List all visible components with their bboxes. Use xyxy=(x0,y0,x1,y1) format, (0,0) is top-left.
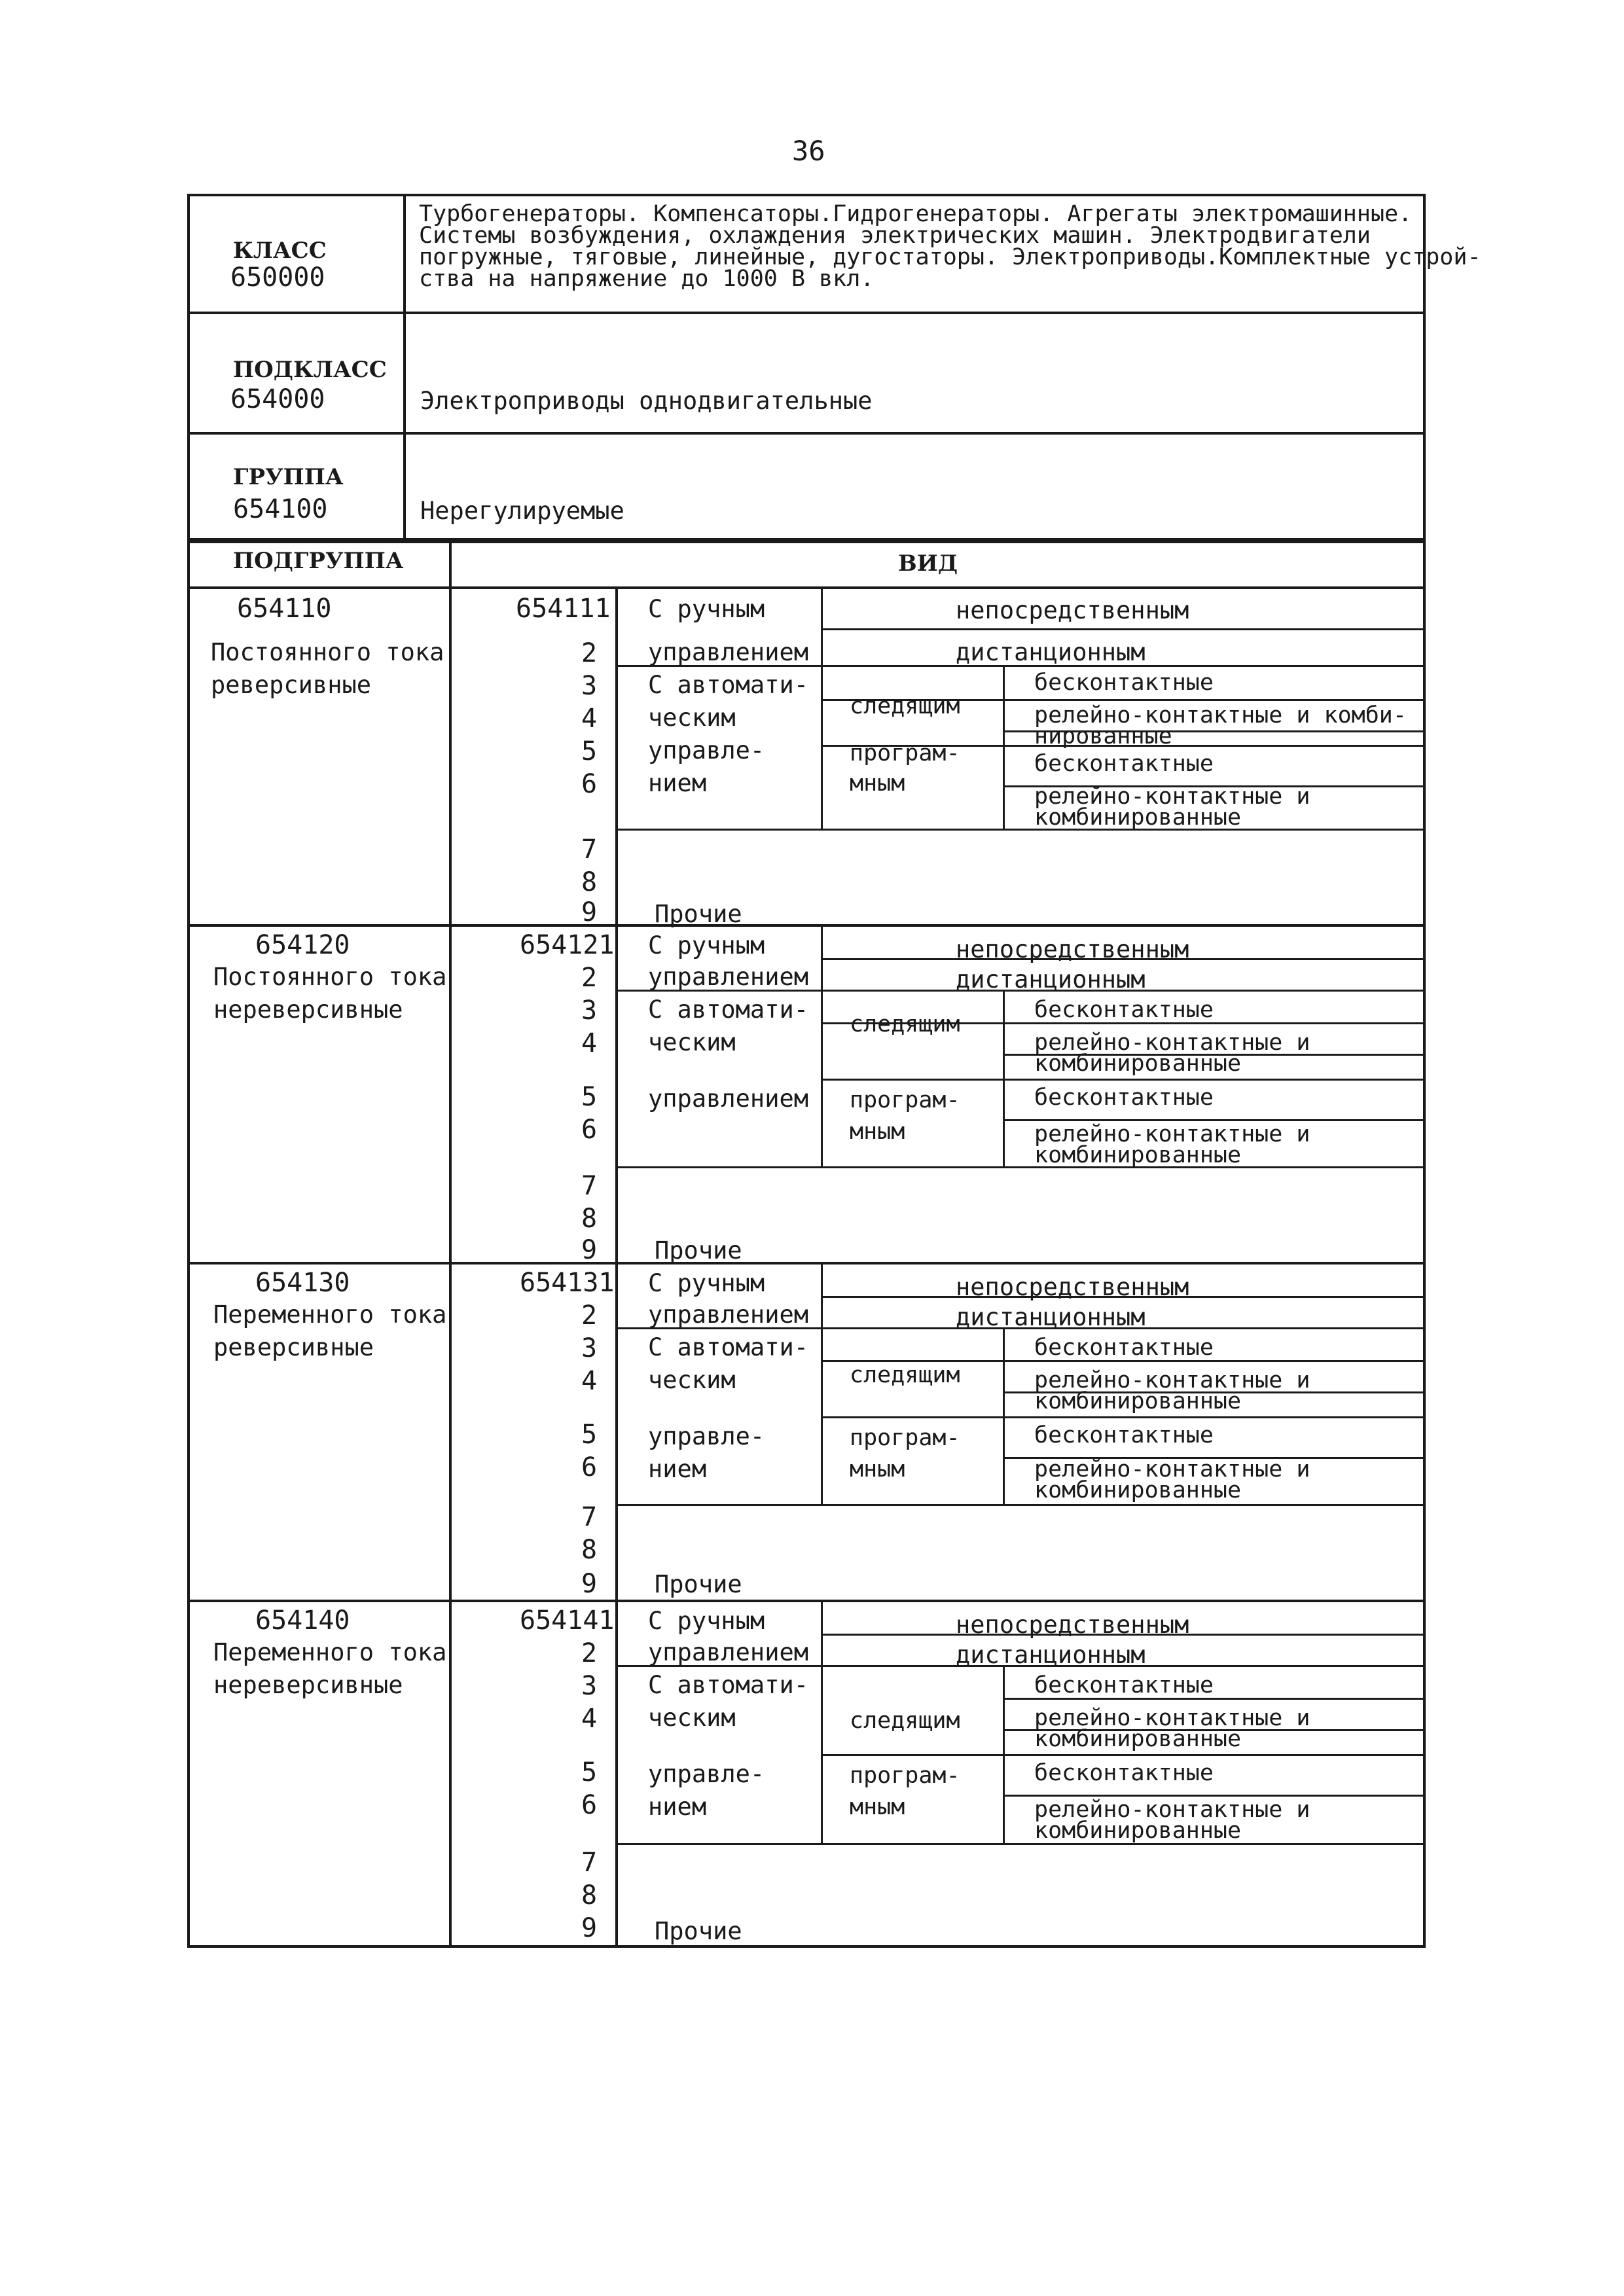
mode-text: дистанционным xyxy=(956,638,1146,666)
subgroup-name: Постоянного тока xyxy=(213,963,447,991)
control-text: управлением xyxy=(648,963,809,991)
podklass-text: Электроприводы однодвигательные xyxy=(420,387,873,415)
podklass-label: ПОДКЛАСС xyxy=(233,357,387,383)
vid-num: 9 xyxy=(581,1569,598,1599)
control-divider xyxy=(821,924,823,1166)
control-text: С ручным xyxy=(648,931,765,960)
control-text: управлением xyxy=(648,1638,809,1666)
vid-num: 3 xyxy=(581,996,598,1026)
mode-text: програм- xyxy=(850,1425,960,1451)
vid-num: 8 xyxy=(581,1535,598,1565)
row-line xyxy=(821,628,1426,630)
vid-num: 5 xyxy=(581,736,598,766)
vid-num: 6 xyxy=(581,1790,598,1820)
kind-text: бесконтактные xyxy=(1034,1335,1214,1361)
vid-num: 4 xyxy=(581,1028,598,1058)
control-text: С автомати- xyxy=(648,1671,809,1699)
podklass-code: 654000 xyxy=(230,384,325,414)
mode-text: дистанционным xyxy=(956,1303,1146,1331)
vid-num: 3 xyxy=(581,1333,598,1363)
kind-text: бесконтактные xyxy=(1034,1085,1214,1111)
control-text: управлением xyxy=(648,1300,809,1329)
row-line xyxy=(615,1843,1426,1845)
subgroup-name: реверсивные xyxy=(213,1333,374,1361)
mode-text: мным xyxy=(850,1456,905,1482)
control-text: С автомати- xyxy=(648,996,809,1024)
mode-divider xyxy=(1003,1665,1005,1843)
mode-text: мным xyxy=(850,1794,905,1820)
vid-num: 9 xyxy=(581,1913,598,1943)
control-text: управле- xyxy=(648,1422,765,1450)
other-text: Прочие xyxy=(655,1917,742,1945)
vid-num: 3 xyxy=(581,671,598,701)
header-line-1 xyxy=(187,312,1426,314)
vid-num: 5 xyxy=(581,1420,598,1450)
row-line xyxy=(821,1416,1426,1418)
kind-text: комбинированные xyxy=(1034,1818,1242,1844)
vid-num: 8 xyxy=(581,867,598,897)
vid-code: 654111 xyxy=(516,594,611,624)
mode-divider xyxy=(1003,990,1005,1166)
subgroup-code: 654130 xyxy=(255,1268,350,1298)
subgroup-separator-2 xyxy=(187,924,1426,927)
mode-text: дистанционным xyxy=(956,1641,1146,1669)
vid-num: 2 xyxy=(581,1638,598,1668)
vid-num: 4 xyxy=(581,704,598,734)
kind-text: комбинированные xyxy=(1034,1142,1242,1168)
vid-num: 6 xyxy=(581,769,598,799)
kind-text: бесконтактные xyxy=(1034,997,1214,1023)
vid-num: 7 xyxy=(581,834,598,865)
kind-text: бесконтактные xyxy=(1034,751,1214,777)
vid-num: 9 xyxy=(581,1235,598,1265)
mode-divider xyxy=(1003,1327,1005,1504)
control-divider xyxy=(821,586,823,829)
gruppa-label: ГРУППА xyxy=(233,464,344,490)
mode-text: непосредственным xyxy=(956,935,1189,963)
mode-text: непосредственным xyxy=(956,1611,1189,1639)
kind-text: релейно-контактные и xyxy=(1034,1030,1310,1056)
control-text: ческим xyxy=(648,1028,736,1056)
kind-text: бесконтактные xyxy=(1034,1672,1214,1698)
control-text: нием xyxy=(648,1455,707,1483)
mode-text: програм- xyxy=(850,1763,960,1789)
vid-num: 7 xyxy=(581,1848,598,1878)
subgroup-separator-4 xyxy=(187,1600,1426,1602)
vid-num: 2 xyxy=(581,963,598,993)
row-line xyxy=(615,1166,1426,1168)
control-text: С ручным xyxy=(648,595,765,623)
vid-num: 5 xyxy=(581,1757,598,1787)
col-code-divider xyxy=(615,586,618,1948)
mode-text: програм- xyxy=(850,740,960,766)
mode-text: дистанционным xyxy=(956,965,1146,994)
gruppa-code: 654100 xyxy=(233,494,328,524)
control-text: ческим xyxy=(648,1704,736,1732)
control-text: управлением xyxy=(648,1085,809,1113)
mode-text: непосредственным xyxy=(956,596,1189,624)
subgroup-code: 654120 xyxy=(255,930,350,960)
control-text: управлением xyxy=(648,638,809,666)
kind-text: бесконтактные xyxy=(1034,1422,1214,1448)
control-text: нием xyxy=(648,1793,707,1821)
klass-line-4: ства на напряжение до 1000 В вкл. xyxy=(419,266,875,292)
klass-label: КЛАСС xyxy=(233,238,327,264)
kind-text: релейно-контактные и xyxy=(1034,1797,1310,1823)
header-divider xyxy=(403,194,406,541)
header-line-2 xyxy=(187,432,1426,435)
vid-num: 4 xyxy=(581,1366,598,1396)
kind-text: бесконтактные xyxy=(1034,1760,1214,1786)
kind-text: комбинированные xyxy=(1034,1477,1242,1503)
row-line xyxy=(821,1079,1426,1081)
control-text: С автомати- xyxy=(648,1333,809,1361)
subgroup-name: нереверсивные xyxy=(213,1671,403,1699)
kind-text: релейно-контактные и xyxy=(1034,1456,1310,1482)
vid-num: 6 xyxy=(581,1115,598,1145)
page-number: 36 xyxy=(792,135,825,167)
mode-text: програм- xyxy=(850,1087,960,1113)
subgroup-separator-3 xyxy=(187,1262,1426,1265)
vid-num: 2 xyxy=(581,1300,598,1331)
mode-text: мным xyxy=(850,770,905,797)
mode-text: следящим xyxy=(850,693,960,719)
control-divider xyxy=(821,1600,823,1843)
subgroup-code: 654110 xyxy=(237,594,332,624)
kind-text: комбинированные xyxy=(1034,1050,1242,1077)
vid-num: 2 xyxy=(581,638,598,668)
other-text: Прочие xyxy=(655,900,742,928)
subgroup-name: Постоянного тока xyxy=(211,638,444,666)
control-text: С автомати- xyxy=(648,671,809,699)
mode-text: следящим xyxy=(850,1362,960,1388)
row-line xyxy=(615,829,1426,831)
vid-num: 6 xyxy=(581,1452,598,1482)
vid-code: 654121 xyxy=(520,930,615,960)
klass-line-2: Системы возбуждения, охлаждения электрических машин. Электродвигатели xyxy=(419,223,1371,249)
mode-text: следящим xyxy=(850,1011,960,1037)
kind-text: релейно-контактные и xyxy=(1034,1367,1310,1393)
control-text: ческим xyxy=(648,1366,736,1394)
kind-text: бесконтактные xyxy=(1034,670,1214,696)
vid-num: 5 xyxy=(581,1082,598,1112)
col-sub-divider xyxy=(449,541,452,1948)
row-line xyxy=(821,1754,1426,1756)
control-text: ческим xyxy=(648,704,736,732)
mode-divider xyxy=(1003,665,1005,829)
kind-text: релейно-контактные и xyxy=(1034,783,1310,810)
header-subgroup: ПОДГРУППА xyxy=(233,548,404,574)
control-text: управле- xyxy=(648,736,765,764)
mode-text: непосредственным xyxy=(956,1273,1189,1301)
vid-num: 4 xyxy=(581,1704,598,1734)
control-text: управле- xyxy=(648,1760,765,1788)
mode-text: мным xyxy=(850,1119,905,1145)
subgroup-name: Переменного тока xyxy=(213,1638,447,1666)
klass-line-3: погружные, тяговые, линейные, дугостаторы. Электроприводы.Комплектные устрой- xyxy=(419,244,1481,270)
header-vid: ВИД xyxy=(898,550,958,577)
subgroup-name: Переменного тока xyxy=(213,1300,447,1329)
vid-code: 654141 xyxy=(520,1605,615,1636)
other-text: Прочие xyxy=(655,1570,742,1598)
vid-num: 3 xyxy=(581,1671,598,1701)
vid-code: 654131 xyxy=(520,1268,615,1298)
table-header-line xyxy=(187,586,1426,589)
kind-text: нированные xyxy=(1034,723,1172,749)
klass-code: 650000 xyxy=(230,262,325,293)
control-divider xyxy=(821,1262,823,1504)
other-text: Прочие xyxy=(655,1236,742,1265)
kind-text: комбинированные xyxy=(1034,804,1242,831)
kind-text: комбинированные xyxy=(1034,1388,1242,1414)
subgroup-name: реверсивные xyxy=(211,671,372,699)
vid-num: 8 xyxy=(581,1204,598,1234)
vid-num: 9 xyxy=(581,897,598,927)
vid-num: 8 xyxy=(581,1880,598,1910)
kind-text: релейно-контактные и xyxy=(1034,1705,1310,1731)
kind-text: релейно-контактные и комби- xyxy=(1034,702,1407,728)
vid-num: 7 xyxy=(581,1502,598,1532)
control-text: нием xyxy=(648,769,707,797)
vid-num: 7 xyxy=(581,1171,598,1201)
subgroup-name: нереверсивные xyxy=(213,996,403,1024)
subgroup-code: 654140 xyxy=(255,1605,350,1636)
klass-line-1: Турбогенераторы. Компенсаторы.Гидрогенераторы. Агрегаты электромашинные. xyxy=(419,201,1413,227)
mode-text: следящим xyxy=(850,1708,960,1734)
kind-text: релейно-контактные и xyxy=(1034,1121,1310,1147)
control-text: С ручным xyxy=(648,1607,765,1635)
gruppa-text: Нерегулируемые xyxy=(420,497,624,525)
control-text: С ручным xyxy=(648,1269,765,1297)
kind-text: комбинированные xyxy=(1034,1726,1242,1752)
row-line xyxy=(615,1504,1426,1506)
